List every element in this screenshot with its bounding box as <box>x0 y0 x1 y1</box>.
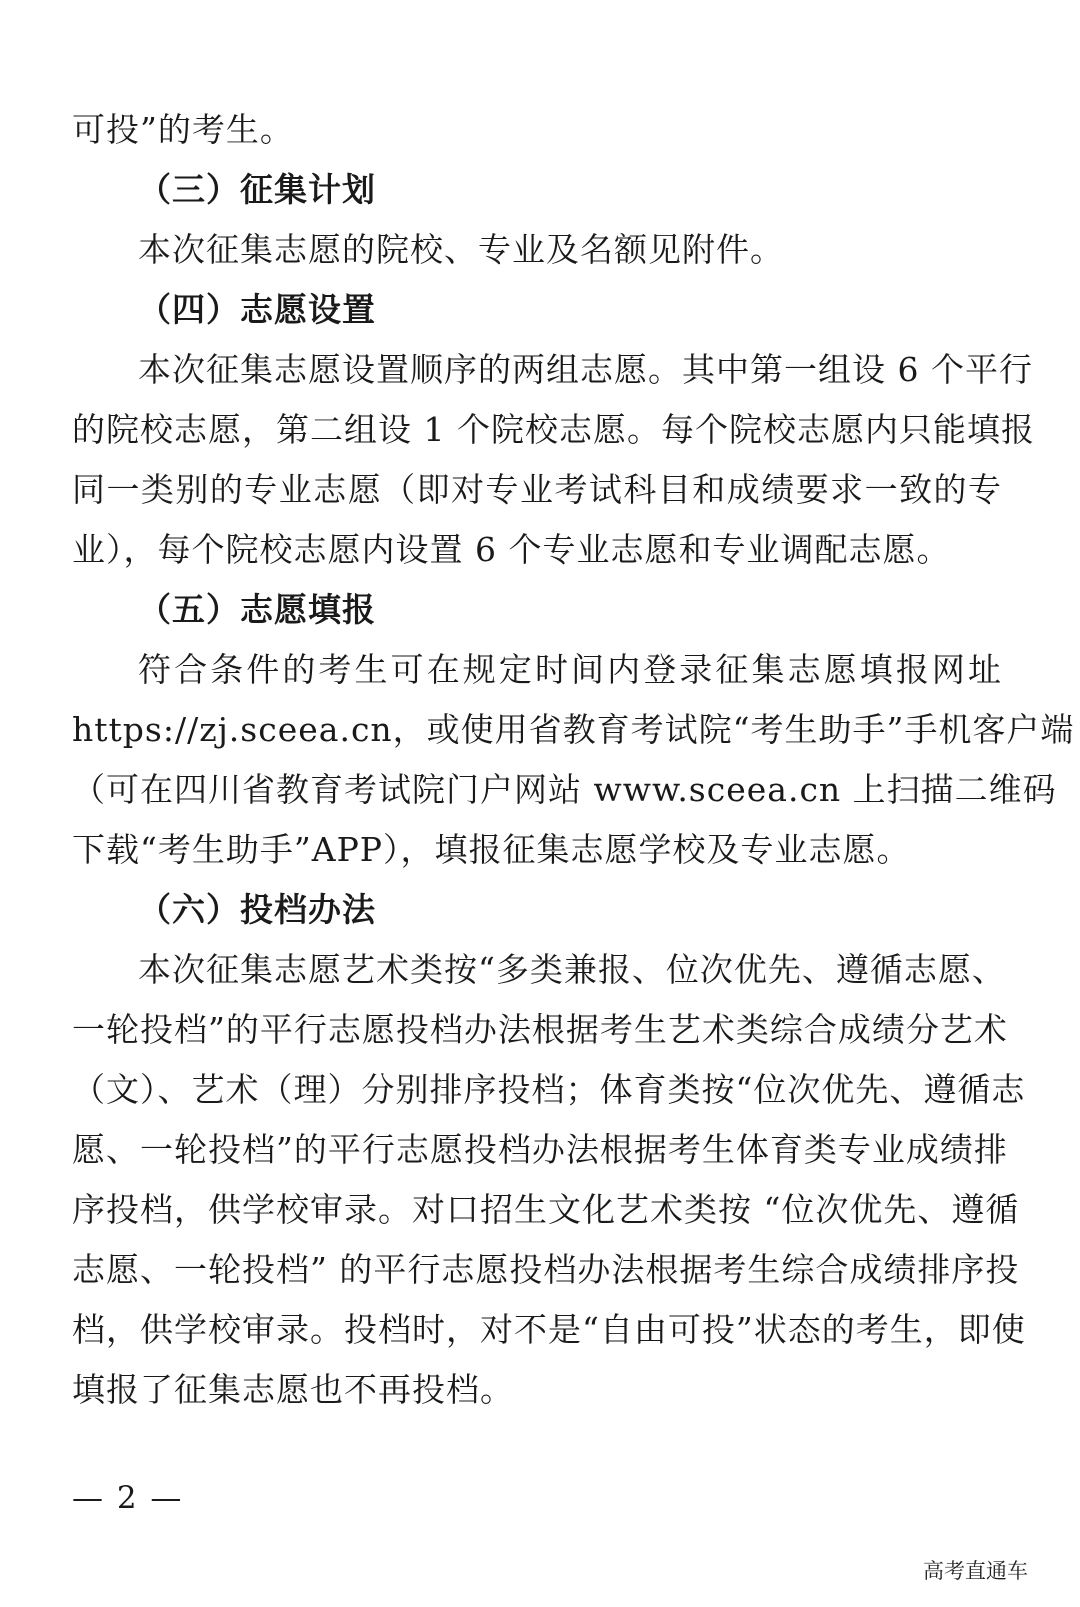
paragraph-line: 填报了征集志愿也不再投档。 <box>72 1370 514 1409</box>
paragraph-line: 符合条件的考生可在规定时间内登录征集志愿填报网址 <box>138 650 1002 689</box>
section-heading-plan: （三）征集计划 <box>138 170 376 209</box>
paragraph-line: 序投档，供学校审录。对口招生文化艺术类按 “位次优先、遵循 <box>72 1190 1020 1229</box>
paragraph-line: 愿、一轮投档”的平行志愿投档办法根据考生体育类专业成绩排 <box>72 1130 1008 1169</box>
paragraph-line: https://zj.sceea.cn，或使用省教育考试院“考生助手”手机客户端 <box>72 710 1075 749</box>
document-page <box>72 100 1075 1420</box>
paragraph-line: 的院校志愿，第二组设 1 个院校志愿。每个院校志愿内只能填报 <box>72 410 1035 449</box>
paragraph-line: 可投”的考生。 <box>72 110 294 149</box>
page-number: — 2 — <box>72 1480 184 1516</box>
paragraph-line: 下载“考生助手”APP），填报征集志愿学校及专业志愿。 <box>72 830 911 869</box>
section-heading-method: （六）投档办法 <box>138 890 376 929</box>
paragraph-line: 档，供学校审录。投档时，对不是“自由可投”状态的考生，即使 <box>72 1310 1026 1349</box>
paragraph-line: 志愿、一轮投档” 的平行志愿投档办法根据考生综合成绩排序投 <box>72 1250 1020 1289</box>
paragraph-line: 一轮投档”的平行志愿投档办法根据考生艺术类综合成绩分艺术 <box>72 1010 1008 1049</box>
watermark-text: 高考直通车 <box>923 1559 1028 1583</box>
paragraph-line: （可在四川省教育考试院门户网站 www.sceea.cn 上扫描二维码 <box>72 770 1057 809</box>
paragraph-line: 业），每个院校志愿内设置 6 个专业志愿和专业调配志愿。 <box>72 530 951 569</box>
paragraph-line: （文）、艺术（理）分别排序投档；体育类按“位次优先、遵循志 <box>72 1070 1026 1109</box>
paragraph-line: 本次征集志愿设置顺序的两组志愿。其中第一组设 6 个平行 <box>138 350 1033 389</box>
paragraph-line: 同一类别的专业志愿（即对专业考试科目和成绩要求一致的专 <box>72 470 1002 509</box>
section-heading-filling: （五）志愿填报 <box>138 590 376 629</box>
paragraph-line: 本次征集志愿的院校、专业及名额见附件。 <box>138 230 784 269</box>
paragraph-line: 本次征集志愿艺术类按“多类兼报、位次优先、遵循志愿、 <box>138 950 1006 989</box>
section-heading-settings: （四）志愿设置 <box>138 290 376 329</box>
